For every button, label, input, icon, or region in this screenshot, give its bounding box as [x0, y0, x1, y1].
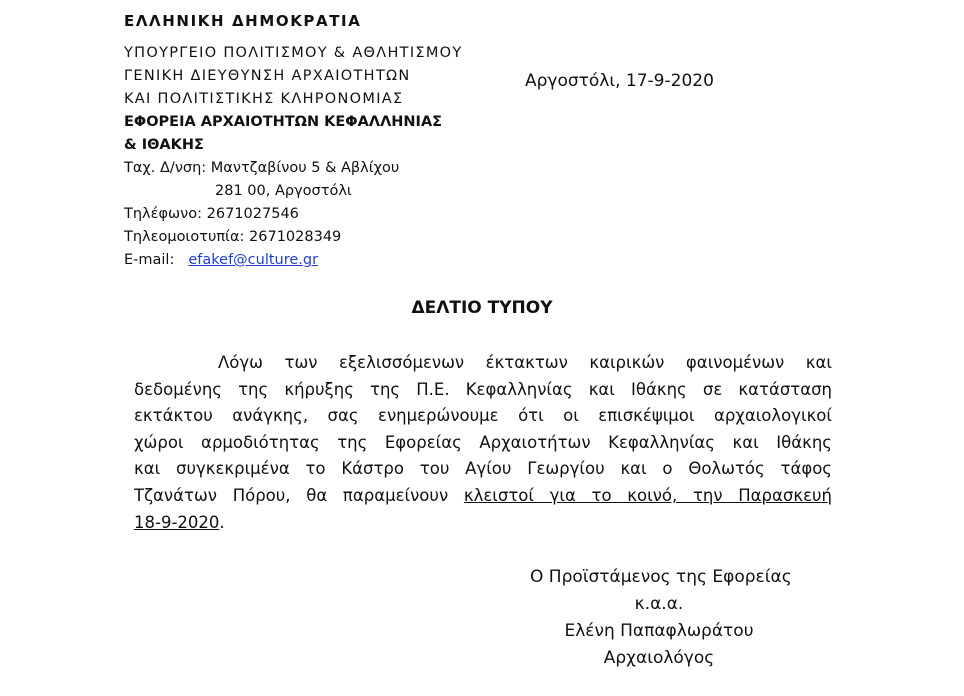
body-line: 18-9-2020. [134, 512, 225, 532]
directorate-line-2: ΚΑΙ ΠΟΛΙΤΙΣΤΙΚΗΣ ΚΛΗΡΟΝΟΜΙΑΣ [124, 91, 404, 107]
directorate-line-1: ΓΕΝΙΚΗ ΔΙΕΥΘΥΝΣΗ ΑΡΧΑΙΟΤΗΤΩΝ [124, 68, 411, 84]
body-line: Λόγω των εξελισσόμενων έκτακτων καιρικών φαινομένων και [218, 353, 832, 372]
signatory-role: Ο Προϊστάμενος της Εφορείας [530, 567, 792, 587]
postal-address: Ταχ. Δ/νση: Μαντζαβίνου 5 & Αβλίχου [124, 160, 400, 176]
closure-notice: κλειστοί για το κοινό, την Παρασκευή [463, 485, 832, 505]
press-release-body [134, 350, 832, 536]
email-row [124, 252, 318, 268]
fax-number: Τηλεομοιοτυπία: 2671028349 [124, 229, 342, 245]
body-line: εκτάκτου ανάγκης, σας ενημερώνουμε ότι οι επισκέψιμοι αρχαιολογικοί [134, 406, 832, 426]
email-label: E-mail: [124, 252, 175, 268]
document-date: Αργοστόλι, 17-9-2020 [525, 71, 714, 91]
postal-code-city: 281 00, Αργοστόλι [215, 183, 352, 199]
body-line: και συγκεκριμένα το Κάστρο του Αγίου Γεωργίου και ο Θολωτός τάφος [134, 459, 832, 479]
closure-date: 18-9-2020 [134, 512, 220, 532]
ephorate-line-2: & ΙΘΑΚΗΣ [124, 137, 204, 153]
body-line: χώροι αρμοδιότητας της Εφορείας Αρχαιοτήτων Κεφαλληνίας και Ιθάκης [134, 432, 832, 452]
signatory-name: Ελένη Παπαφλωράτου [564, 621, 754, 641]
ephorate-line-1: ΕΦΟΡΕΙΑ ΑΡΧΑΙΟΤΗΤΩΝ ΚΕΦΑΛΛΗΝΙΑΣ [124, 114, 443, 130]
ministry-name: ΥΠΟΥΡΓΕΙΟ ΠΟΛΙΤΙΣΜΟΥ & ΑΘΛΗΤΙΣΜΟΥ [124, 45, 463, 61]
republic-heading: ΕΛΛΗΝΙΚΗ ΔΗΜΟΚΡΑΤΙΑ [124, 12, 362, 30]
signatory-title: Αρχαιολόγος [603, 648, 715, 668]
email-link[interactable]: efakef@culture.gr [188, 252, 319, 268]
press-release-title: ΔΕΛΤΙΟ ΤΥΠΟΥ [411, 298, 553, 318]
signatory-abbreviation: κ.α.α. [634, 594, 684, 614]
body-line: Τζανάτων Πόρου, θα παραμείνουν κλειστοί για το κοινό, την Παρασκευή [134, 485, 832, 505]
phone-number: Τηλέφωνο: 2671027546 [124, 206, 299, 222]
body-line: δεδομένης της κήρυξης της Π.Ε. Κεφαλληνίας και Ιθάκης σε κατάσταση [134, 379, 832, 399]
